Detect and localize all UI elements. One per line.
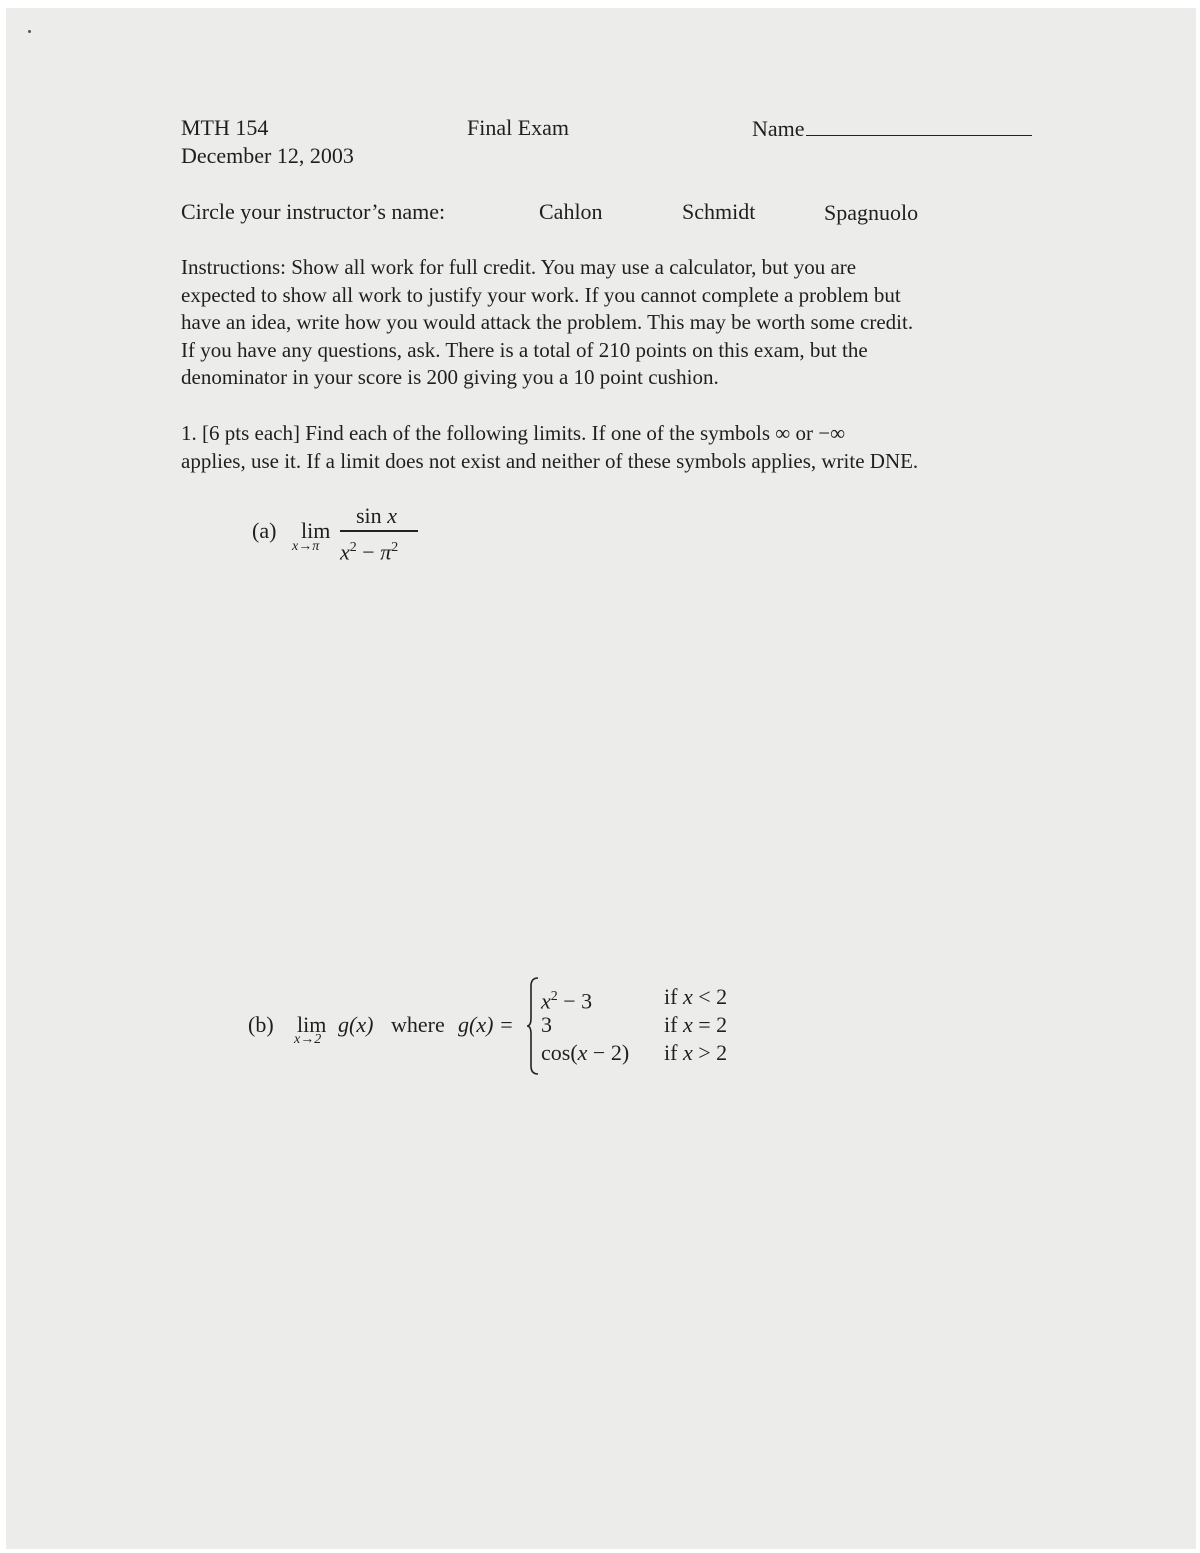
instructor-name-spagnuolo[interactable]: Spagnuolo: [824, 200, 919, 225]
instructor-name-schmidt[interactable]: Schmidt: [682, 199, 756, 224]
part-b-approach: x→2: [294, 1032, 322, 1047]
problem-1-line: applies, use it. If a limit does not exist and neither of these symbols applies, write DNE.: [181, 448, 919, 473]
instructions-line: If you have any questions, ask. There is a total of 210 points on this exam, but the: [181, 337, 868, 362]
name-blank-line[interactable]: [806, 115, 1032, 136]
part-a-numerator: sin x: [356, 503, 397, 528]
part-a-label: (a): [252, 518, 277, 543]
problem-1-line: 1. [6 pts each] Find each of the following limits. If one of the symbols ∞ or −∞: [181, 421, 846, 445]
part-b-lim: lim: [297, 1012, 327, 1037]
part-b-function: g(x): [338, 1012, 374, 1037]
exam-date: December 12, 2003: [181, 143, 354, 168]
name-label: Name: [752, 116, 805, 141]
part-a-approach: x→π: [292, 539, 320, 554]
instructions-line: denominator in your score is 200 giving you a 10 point cushion.: [181, 365, 719, 389]
part-b-definition-lhs: g(x) =: [458, 1012, 514, 1037]
instructor-name-cahlon[interactable]: Cahlon: [539, 199, 603, 224]
exam-title: Final Exam: [467, 115, 570, 140]
case-2-cond: if x = 2: [664, 1012, 728, 1037]
case-1-cond: if x < 2: [664, 984, 728, 1009]
part-a-fraction-bar: [340, 530, 418, 532]
scan-speck: [28, 30, 31, 33]
instructions-line: have an idea, write how you would attack the problem. This may be worth some credit.: [181, 310, 914, 334]
part-a-lim: lim: [301, 518, 331, 543]
instructions-line: Instructions: Show all work for full credit. You may use a calculator, but you are: [181, 255, 857, 279]
instructions-line: expected to show all work to justify your work. If you cannot complete a problem but: [181, 282, 901, 307]
exam-page: [6, 8, 1196, 1549]
name-field[interactable]: [752, 115, 1032, 143]
part-a-denominator: $x^2 - \pi^2$: [340, 539, 399, 565]
course-code: MTH 154: [181, 115, 269, 140]
piecewise-brace: [526, 976, 540, 1076]
case-2-expr: 3: [541, 1012, 552, 1037]
problem-1-statement: [181, 420, 1031, 475]
part-b-label: (b): [248, 1012, 274, 1037]
instructions-paragraph: [181, 254, 1031, 392]
case-3-cond: if x > 2: [664, 1040, 728, 1065]
case-1-expr: $x^2 - 3$: [541, 988, 593, 1014]
case-3-expr: cos(x − 2): [541, 1040, 630, 1065]
part-b-where: where: [391, 1012, 445, 1037]
instructor-prompt: Circle your instructor’s name:: [181, 199, 446, 224]
